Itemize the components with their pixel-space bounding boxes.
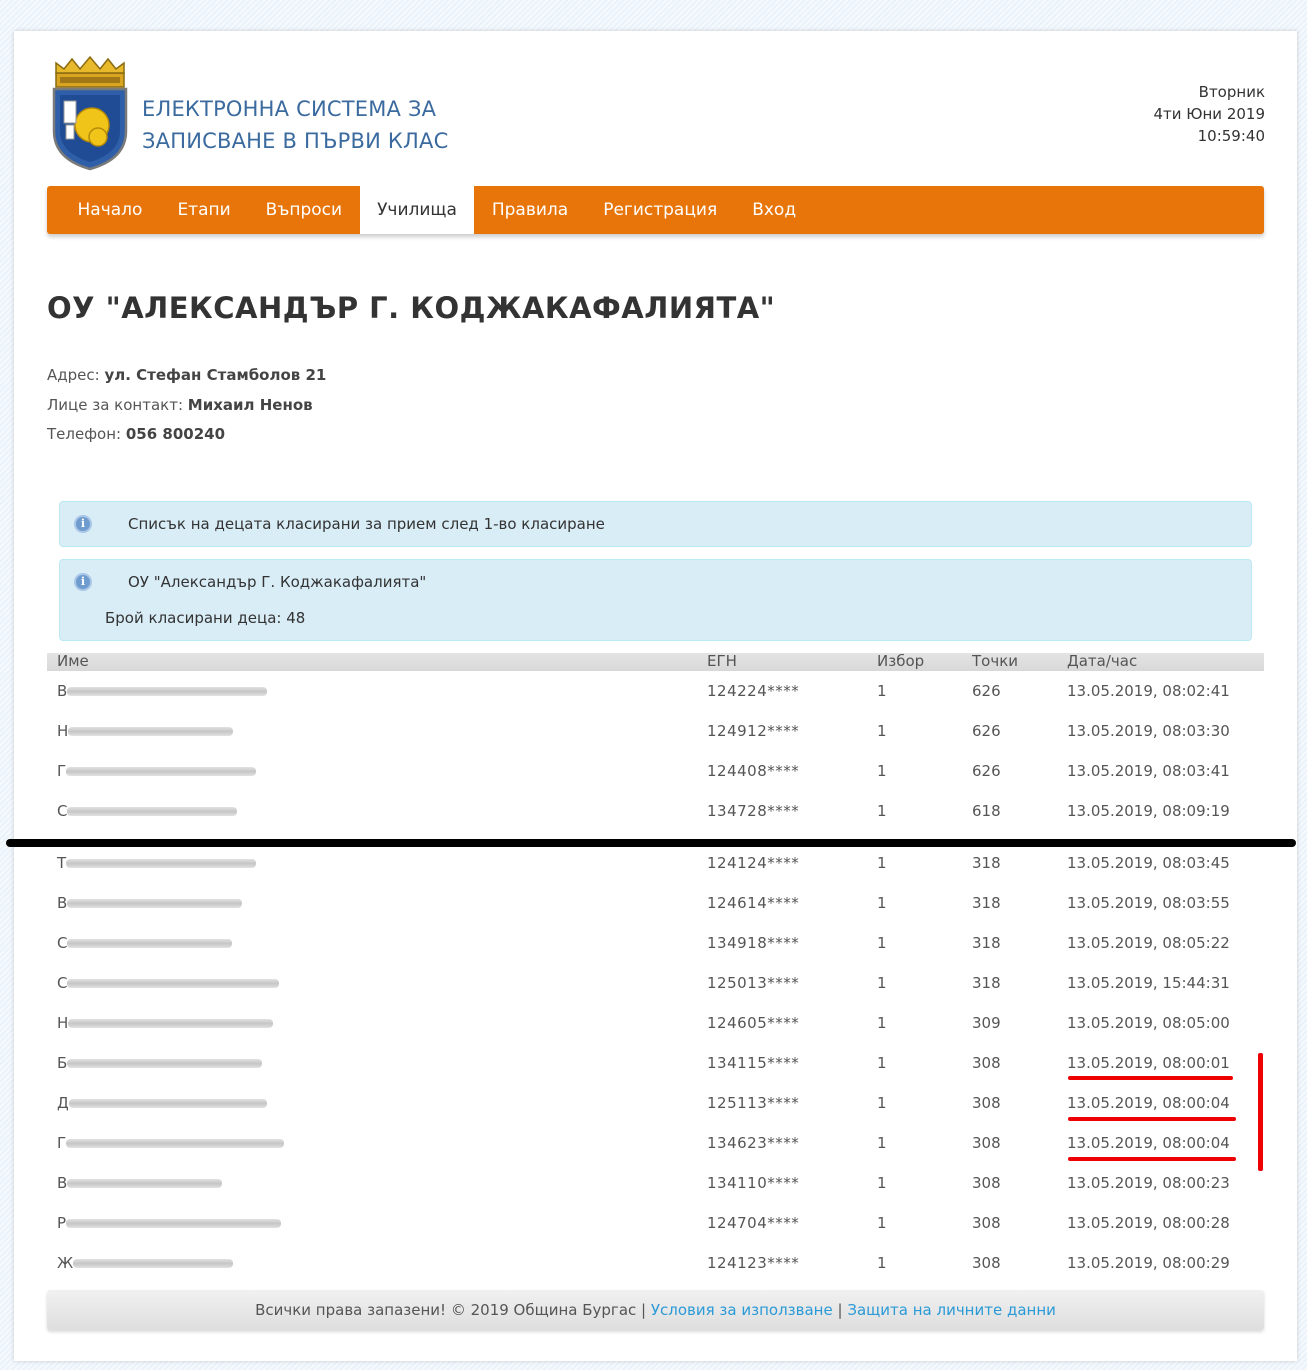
phone-line — [47, 420, 326, 450]
name-initial: С — [57, 934, 68, 952]
choice-cell: 1 — [877, 854, 887, 872]
nav-item-questions[interactable]: Въпроси — [265, 200, 343, 220]
points-cell: 308 — [972, 1054, 1001, 1072]
egn-cell: 134623**** — [707, 1134, 800, 1152]
child-name-redacted — [57, 1014, 273, 1032]
nav-item-home[interactable]: Начало — [77, 200, 143, 220]
child-name-redacted — [57, 762, 256, 780]
datetime-cell: 13.05.2019, 08:02:41 — [1067, 682, 1230, 700]
datetime-cell: 13.05.2019, 08:00:28 — [1067, 1214, 1230, 1232]
points-cell: 308 — [972, 1134, 1001, 1152]
page-title: ОУ "АЛЕКСАНДЪР Г. КОДЖАКАФАЛИЯТА" — [47, 291, 776, 325]
egn-cell: 124912**** — [707, 722, 800, 740]
points-cell: 308 — [972, 1094, 1001, 1112]
footer-copyright: Всички права запазени! © 2019 Община Бургас — [255, 1301, 637, 1319]
child-name-redacted — [57, 1174, 222, 1192]
phone-label: Телефон: — [47, 425, 122, 443]
school-count-alert — [59, 559, 1252, 641]
choice-cell: 1 — [877, 1214, 887, 1232]
points-cell: 318 — [972, 854, 1001, 872]
child-name-redacted — [57, 1094, 267, 1112]
current-time: 10:59:40 — [1197, 127, 1265, 145]
child-name-redacted — [57, 1134, 284, 1152]
redaction-blur — [66, 1219, 281, 1228]
child-name-redacted — [57, 1214, 281, 1232]
points-cell: 618 — [972, 802, 1001, 820]
date-time-display — [1154, 81, 1266, 147]
page-container — [14, 31, 1297, 1361]
points-cell: 318 — [972, 934, 1001, 952]
egn-cell: 124614**** — [707, 894, 800, 912]
table-row — [47, 843, 1264, 883]
choice-cell: 1 — [877, 894, 887, 912]
datetime-cell: 13.05.2019, 08:00:29 — [1067, 1254, 1230, 1272]
datetime-cell: 13.05.2019, 08:03:41 — [1067, 762, 1230, 780]
header-name: Име — [57, 652, 89, 670]
points-cell: 308 — [972, 1214, 1001, 1232]
name-initial: В — [57, 1174, 68, 1192]
table-row — [47, 1003, 1264, 1043]
brand-line-1: ЕЛЕКТРОННА СИСТЕМА ЗА — [142, 97, 437, 121]
redaction-blur — [67, 979, 279, 988]
name-initial: Н — [57, 722, 69, 740]
annotation-underline — [1068, 1117, 1236, 1121]
privacy-link[interactable]: Защита на личните данни — [847, 1301, 1056, 1319]
name-initial: Н — [57, 1014, 69, 1032]
name-initial: С — [57, 802, 68, 820]
main-nav — [47, 186, 1264, 234]
nav-item-registration[interactable]: Регистрация — [603, 200, 718, 220]
points-cell: 626 — [972, 762, 1001, 780]
points-cell: 626 — [972, 682, 1001, 700]
choice-cell: 1 — [877, 762, 887, 780]
egn-cell: 124605**** — [707, 1014, 800, 1032]
datetime-cell: 13.05.2019, 08:03:30 — [1067, 722, 1230, 740]
terms-link[interactable]: Условия за използване — [650, 1301, 833, 1319]
points-cell: 308 — [972, 1254, 1001, 1272]
table-row — [47, 1203, 1264, 1243]
points-cell: 309 — [972, 1014, 1001, 1032]
datetime-cell: 13.05.2019, 08:03:55 — [1067, 894, 1230, 912]
child-name-redacted — [57, 802, 237, 820]
choice-cell: 1 — [877, 802, 887, 820]
child-name-redacted — [57, 894, 242, 912]
child-name-redacted — [57, 854, 256, 872]
points-cell: 318 — [972, 974, 1001, 992]
annotation-underline — [1068, 1157, 1236, 1161]
nav-item-rules[interactable]: Правила — [491, 200, 569, 220]
choice-cell: 1 — [877, 1134, 887, 1152]
datetime-cell: 13.05.2019, 08:00:04 — [1067, 1094, 1230, 1112]
site-brand[interactable] — [142, 93, 448, 157]
datetime-cell: 13.05.2019, 08:00:04 — [1067, 1134, 1230, 1152]
redaction-blur — [67, 939, 232, 948]
redaction-blur — [67, 807, 237, 816]
header-choice: Избор — [877, 652, 925, 670]
choice-cell: 1 — [877, 1054, 887, 1072]
nav-item-login[interactable]: Вход — [752, 200, 797, 220]
header-datetime: Дата/час — [1067, 652, 1138, 670]
points-cell: 308 — [972, 1174, 1001, 1192]
egn-cell: 124224**** — [707, 682, 800, 700]
coat-of-arms-logo[interactable] — [50, 55, 130, 171]
redaction-blur — [67, 899, 242, 908]
child-name-redacted — [57, 974, 279, 992]
annotation-underline — [1068, 1076, 1233, 1080]
school-name: ОУ "Александър Г. Коджакафалията" — [128, 573, 427, 591]
address-label: Адрес: — [47, 366, 100, 384]
datetime-cell: 13.05.2019, 08:05:00 — [1067, 1014, 1230, 1032]
egn-cell: 124124**** — [707, 854, 800, 872]
footer-separator: | — [641, 1301, 647, 1319]
datetime-cell: 13.05.2019, 15:44:31 — [1067, 974, 1230, 992]
annotation-vertical-bar — [1258, 1053, 1263, 1171]
egn-cell: 124408**** — [707, 762, 800, 780]
datetime-cell: 13.05.2019, 08:00:01 — [1067, 1054, 1230, 1072]
ranking-list-alert — [59, 501, 1252, 547]
redaction-blur — [69, 1099, 267, 1108]
name-initial: Д — [57, 1094, 69, 1112]
table-header — [47, 653, 1264, 671]
choice-cell: 1 — [877, 1014, 887, 1032]
redaction-blur — [73, 1259, 233, 1268]
name-initial: В — [57, 682, 68, 700]
redaction-blur — [66, 767, 256, 776]
table-row — [47, 671, 1264, 711]
table-row — [47, 711, 1264, 751]
table-row — [47, 1163, 1264, 1203]
egn-cell: 124123**** — [707, 1254, 800, 1272]
choice-cell: 1 — [877, 682, 887, 700]
redaction-blur — [67, 1179, 222, 1188]
child-name-redacted — [57, 1254, 233, 1272]
datetime-cell: 13.05.2019, 08:05:22 — [1067, 934, 1230, 952]
egn-cell: 134115**** — [707, 1054, 800, 1072]
redaction-blur — [66, 859, 256, 868]
child-name-redacted — [57, 722, 233, 740]
egn-cell: 134110**** — [707, 1174, 800, 1192]
redaction-blur — [67, 687, 267, 696]
contact-label: Лице за контакт: — [47, 395, 183, 414]
table-row — [47, 791, 1264, 831]
egn-cell: 134728**** — [707, 802, 800, 820]
header-egn: ЕГН — [707, 652, 737, 670]
contact-line — [47, 391, 326, 421]
name-initial: Р — [57, 1214, 67, 1232]
address-value: ул. Стефан Стамболов 21 — [104, 366, 327, 384]
info-icon: i — [74, 515, 92, 533]
weekday: Вторник — [1198, 83, 1265, 101]
redaction-blur — [67, 1059, 262, 1068]
table-row — [47, 883, 1264, 923]
table-row — [47, 751, 1264, 791]
phone-value: 056 800240 — [125, 425, 226, 443]
child-name-redacted — [57, 1054, 262, 1072]
name-initial: Г — [57, 1134, 67, 1152]
address-line — [47, 361, 326, 391]
name-initial: Г — [57, 762, 67, 780]
nav-item-schools[interactable]: Училища — [360, 186, 475, 234]
ranked-count: Брой класирани деца: 48 — [105, 609, 306, 627]
table-row — [47, 923, 1264, 963]
choice-cell: 1 — [877, 1094, 887, 1112]
nav-item-stages[interactable]: Етапи — [177, 200, 231, 220]
child-name-redacted — [57, 934, 232, 952]
datetime-cell: 13.05.2019, 08:00:23 — [1067, 1174, 1230, 1192]
redaction-blur — [66, 1139, 284, 1148]
contact-value: Михаил Ненов — [187, 395, 313, 414]
current-date: 4ти Юни 2019 — [1153, 105, 1265, 123]
table-row — [47, 1243, 1264, 1283]
name-initial: В — [57, 894, 68, 912]
choice-cell: 1 — [877, 1254, 887, 1272]
name-initial: Б — [57, 1054, 68, 1072]
egn-cell: 125113**** — [707, 1094, 800, 1112]
datetime-cell: 13.05.2019, 08:09:19 — [1067, 802, 1230, 820]
redaction-blur — [68, 1019, 273, 1028]
child-name-redacted — [57, 682, 267, 700]
choice-cell: 1 — [877, 974, 887, 992]
footer — [47, 1290, 1264, 1330]
header-points: Точки — [972, 652, 1019, 670]
name-initial: Ж — [57, 1254, 74, 1272]
info-icon: i — [74, 573, 92, 591]
choice-cell: 1 — [877, 1174, 887, 1192]
name-initial: Т — [57, 854, 67, 872]
table-row — [47, 963, 1264, 1003]
choice-cell: 1 — [877, 934, 887, 952]
school-info — [47, 361, 326, 450]
name-initial: С — [57, 974, 68, 992]
footer-separator: | — [837, 1301, 843, 1319]
ranking-list-title: Списък на децата класирани за прием след 1-во класиране — [128, 515, 605, 533]
points-cell: 318 — [972, 894, 1001, 912]
egn-cell: 125013**** — [707, 974, 800, 992]
datetime-cell: 13.05.2019, 08:03:45 — [1067, 854, 1230, 872]
egn-cell: 134918**** — [707, 934, 800, 952]
egn-cell: 124704**** — [707, 1214, 800, 1232]
annotation-divider-line — [6, 839, 1296, 847]
choice-cell: 1 — [877, 722, 887, 740]
redaction-blur — [68, 727, 233, 736]
points-cell: 626 — [972, 722, 1001, 740]
brand-line-2: ЗАПИСВАНЕ В ПЪРВИ КЛАС — [142, 129, 449, 153]
